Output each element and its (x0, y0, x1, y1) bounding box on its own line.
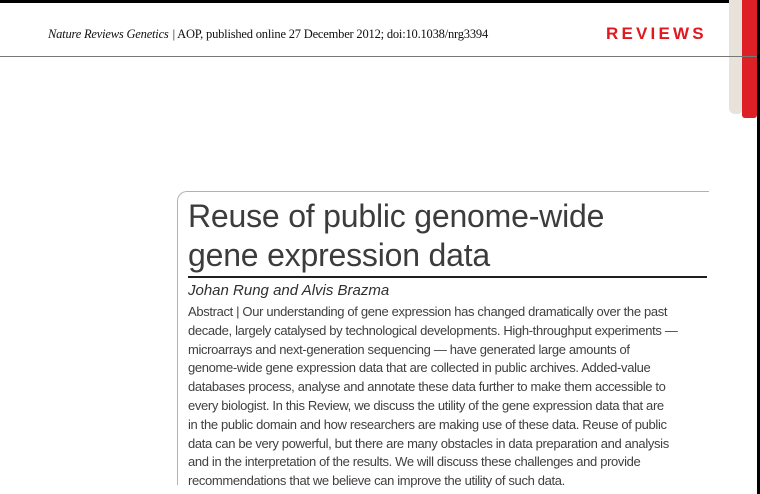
header-rule (0, 56, 757, 57)
abstract-line: recommendations that we believe can improve the utility of such data. (188, 473, 565, 489)
citation-meta: | AOP, published online 27 December 2012; doi:10.1038/nrg3394 (172, 27, 489, 41)
article-title (188, 197, 708, 275)
abstract-line: Abstract | Our understanding of gene expression has changed dramatically over the past (188, 304, 668, 319)
abstract-line: decade, largely catalysed by technological developments. High-throughput experiments — (188, 322, 678, 338)
article-title-line2: gene expression data (188, 237, 491, 273)
page-top-edge-bar (0, 0, 729, 3)
abstract-line: in the public domain and how researchers are making use of these data. Reuse of public (188, 416, 667, 432)
abstract-line: data can be very powerful, but there are many obstacles in data preparation and analysis (188, 435, 669, 451)
header-citation (48, 27, 488, 42)
reviews-section-label: REVIEWS (606, 24, 707, 43)
title-rule (188, 276, 707, 278)
spine-red-bar (742, 0, 757, 118)
abstract-line: genome-wide gene expression data that are collected in public archives. Added-value (188, 360, 651, 376)
article-title-line1: Reuse of public genome-wide (188, 198, 605, 234)
abstract-line: every biologist. In this Review, we discuss the utility of the gene expression data that are (188, 397, 664, 413)
article-authors: Johan Rung and Alvis Brazma (188, 282, 390, 299)
abstract-line: microarrays and next-generation sequencing — have generated large amounts of (188, 341, 630, 357)
abstract-line: and in the interpretation of the results. We will discuss these challenges and provide (188, 454, 641, 470)
journal-name: Nature Reviews Genetics (48, 27, 169, 41)
article-abstract (188, 303, 707, 491)
abstract-line: databases process, analyse and annotate these data further to make them accessible to (188, 379, 666, 395)
spine-beige-strip (729, 0, 742, 114)
